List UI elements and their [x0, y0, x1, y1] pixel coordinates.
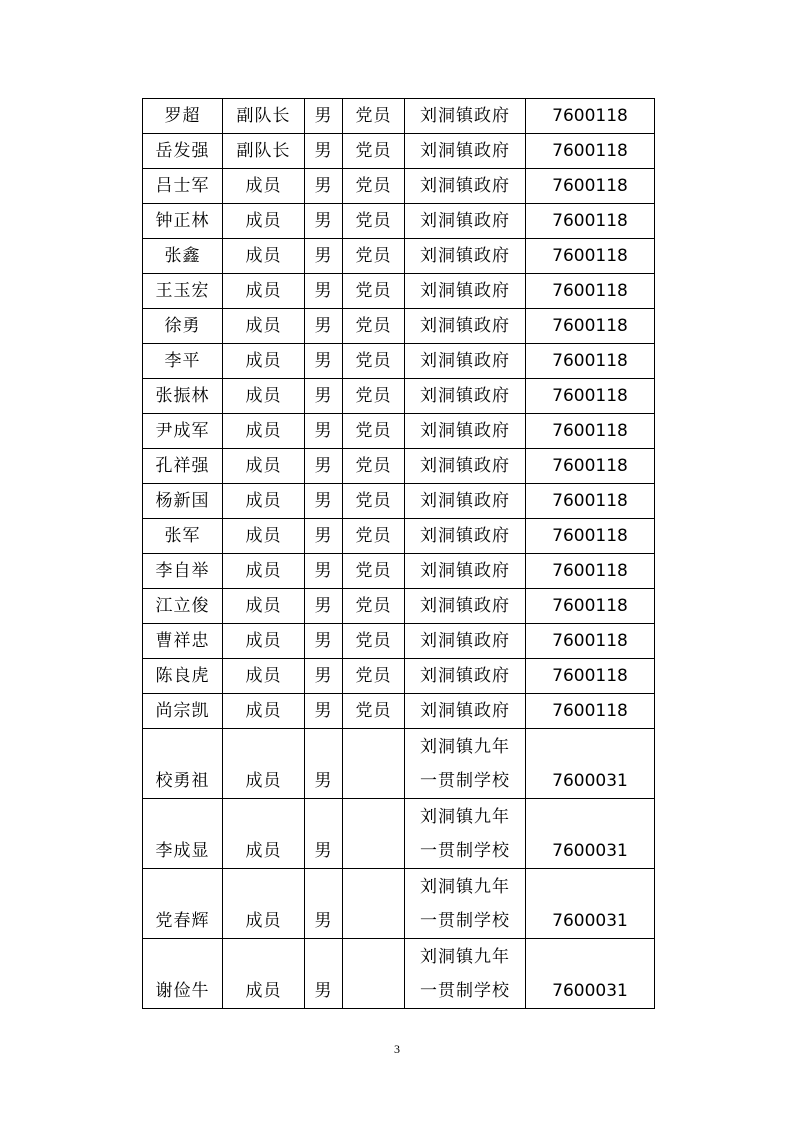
table-row — [143, 344, 655, 379]
name-cell: 李成显 — [143, 799, 223, 869]
role-cell: 成员 — [223, 624, 305, 659]
code-cell: 7600118 — [526, 624, 655, 659]
role-cell: 成员 — [223, 554, 305, 589]
unit-line: 刘洞镇政府 — [420, 631, 510, 651]
party-cell: 党员 — [343, 484, 405, 519]
code-cell: 7600118 — [526, 414, 655, 449]
gender-cell: 男 — [305, 204, 343, 239]
page-number: 3 — [394, 1042, 400, 1056]
role-cell: 副队长 — [223, 134, 305, 169]
table-row — [143, 729, 655, 799]
name-cell: 张振林 — [143, 379, 223, 414]
unit-line: 刘洞镇政府 — [420, 386, 510, 406]
role-cell: 成员 — [223, 309, 305, 344]
party-cell: 党员 — [343, 589, 405, 624]
unit-line: 刘洞镇政府 — [420, 561, 510, 581]
name-cell: 张军 — [143, 519, 223, 554]
code-cell: 7600118 — [526, 274, 655, 309]
name-cell: 江立俊 — [143, 589, 223, 624]
table-row — [143, 204, 655, 239]
code-cell: 7600031 — [526, 939, 655, 1009]
name-cell: 李自举 — [143, 554, 223, 589]
table-row — [143, 484, 655, 519]
unit-cell — [405, 869, 526, 939]
party-cell: 党员 — [343, 99, 405, 134]
unit-line: 刘洞镇政府 — [420, 596, 510, 616]
unit-line: 刘洞镇政府 — [420, 351, 510, 371]
table-row — [143, 379, 655, 414]
unit-cell — [405, 134, 526, 169]
table-body — [143, 99, 655, 1009]
party-cell: 党员 — [343, 554, 405, 589]
code-cell: 7600118 — [526, 239, 655, 274]
gender-cell: 男 — [305, 484, 343, 519]
name-cell: 尹成军 — [143, 414, 223, 449]
table-row — [143, 134, 655, 169]
code-cell: 7600118 — [526, 379, 655, 414]
table-row — [143, 869, 655, 939]
name-cell: 吕士军 — [143, 169, 223, 204]
unit-cell — [405, 554, 526, 589]
role-cell: 成员 — [223, 869, 305, 939]
party-cell: 党员 — [343, 414, 405, 449]
unit-cell — [405, 99, 526, 134]
code-cell: 7600031 — [526, 799, 655, 869]
party-cell: 党员 — [343, 134, 405, 169]
party-cell: 党员 — [343, 344, 405, 379]
code-cell: 7600118 — [526, 449, 655, 484]
code-cell: 7600118 — [526, 99, 655, 134]
unit-line: 刘洞镇政府 — [420, 246, 510, 266]
table-row — [143, 799, 655, 869]
unit-cell — [405, 939, 526, 1009]
code-cell: 7600118 — [526, 554, 655, 589]
role-cell: 成员 — [223, 659, 305, 694]
name-cell: 岳发强 — [143, 134, 223, 169]
table-row — [143, 239, 655, 274]
unit-line: 刘洞镇政府 — [420, 141, 510, 161]
table-row — [143, 519, 655, 554]
role-cell: 成员 — [223, 694, 305, 729]
table-row — [143, 694, 655, 729]
unit-line: 刘洞镇政府 — [420, 106, 510, 126]
unit-line: 刘洞镇政府 — [420, 526, 510, 546]
party-cell — [343, 799, 405, 869]
unit-cell — [405, 379, 526, 414]
unit-line: 刘洞镇九年 — [420, 807, 510, 827]
unit-line: 刘洞镇政府 — [420, 421, 510, 441]
unit-line: 一贯制学校 — [420, 771, 510, 791]
table-row — [143, 939, 655, 1009]
unit-line: 刘洞镇政府 — [420, 176, 510, 196]
unit-cell — [405, 344, 526, 379]
party-cell: 党员 — [343, 624, 405, 659]
code-cell: 7600118 — [526, 169, 655, 204]
unit-cell — [405, 204, 526, 239]
table-row — [143, 274, 655, 309]
table-row — [143, 589, 655, 624]
gender-cell: 男 — [305, 239, 343, 274]
unit-cell — [405, 169, 526, 204]
party-cell: 党员 — [343, 274, 405, 309]
role-cell: 成员 — [223, 379, 305, 414]
gender-cell: 男 — [305, 729, 343, 799]
party-cell: 党员 — [343, 169, 405, 204]
gender-cell: 男 — [305, 939, 343, 1009]
name-cell: 徐勇 — [143, 309, 223, 344]
table-row — [143, 449, 655, 484]
unit-line: 一贯制学校 — [420, 841, 510, 861]
name-cell: 李平 — [143, 344, 223, 379]
unit-line: 刘洞镇政府 — [420, 666, 510, 686]
table-row — [143, 659, 655, 694]
gender-cell: 男 — [305, 169, 343, 204]
table-row — [143, 624, 655, 659]
role-cell: 成员 — [223, 449, 305, 484]
name-cell: 罗超 — [143, 99, 223, 134]
name-cell: 张鑫 — [143, 239, 223, 274]
table-row — [143, 309, 655, 344]
table-row — [143, 169, 655, 204]
code-cell: 7600118 — [526, 694, 655, 729]
gender-cell: 男 — [305, 414, 343, 449]
unit-cell — [405, 309, 526, 344]
role-cell: 成员 — [223, 169, 305, 204]
role-cell: 成员 — [223, 274, 305, 309]
role-cell: 成员 — [223, 589, 305, 624]
party-cell: 党员 — [343, 449, 405, 484]
gender-cell: 男 — [305, 344, 343, 379]
name-cell: 陈良虎 — [143, 659, 223, 694]
party-cell: 党员 — [343, 379, 405, 414]
gender-cell: 男 — [305, 309, 343, 344]
unit-cell — [405, 589, 526, 624]
role-cell: 成员 — [223, 939, 305, 1009]
gender-cell: 男 — [305, 554, 343, 589]
party-cell — [343, 729, 405, 799]
party-cell — [343, 869, 405, 939]
gender-cell: 男 — [305, 99, 343, 134]
code-cell: 7600118 — [526, 519, 655, 554]
table-row — [143, 554, 655, 589]
name-cell: 校勇祖 — [143, 729, 223, 799]
code-cell: 7600118 — [526, 134, 655, 169]
name-cell: 尚宗凯 — [143, 694, 223, 729]
unit-line: 一贯制学校 — [420, 911, 510, 931]
unit-line: 刘洞镇政府 — [420, 211, 510, 231]
name-cell: 曹祥忠 — [143, 624, 223, 659]
gender-cell: 男 — [305, 519, 343, 554]
table-row — [143, 99, 655, 134]
gender-cell: 男 — [305, 589, 343, 624]
code-cell: 7600118 — [526, 204, 655, 239]
role-cell: 成员 — [223, 204, 305, 239]
role-cell: 成员 — [223, 519, 305, 554]
gender-cell: 男 — [305, 869, 343, 939]
code-cell: 7600031 — [526, 869, 655, 939]
unit-line: 刘洞镇政府 — [420, 701, 510, 721]
role-cell: 成员 — [223, 729, 305, 799]
unit-cell — [405, 414, 526, 449]
gender-cell: 男 — [305, 659, 343, 694]
unit-line: 刘洞镇九年 — [420, 947, 510, 967]
code-cell: 7600031 — [526, 729, 655, 799]
name-cell: 孔祥强 — [143, 449, 223, 484]
party-cell: 党员 — [343, 204, 405, 239]
unit-cell — [405, 274, 526, 309]
name-cell: 钟正林 — [143, 204, 223, 239]
unit-cell — [405, 519, 526, 554]
party-cell — [343, 939, 405, 1009]
unit-cell — [405, 799, 526, 869]
unit-cell — [405, 659, 526, 694]
gender-cell: 男 — [305, 134, 343, 169]
gender-cell: 男 — [305, 799, 343, 869]
code-cell: 7600118 — [526, 659, 655, 694]
code-cell: 7600118 — [526, 589, 655, 624]
code-cell: 7600118 — [526, 484, 655, 519]
role-cell: 成员 — [223, 414, 305, 449]
unit-line: 一贯制学校 — [420, 981, 510, 1001]
party-cell: 党员 — [343, 239, 405, 274]
party-cell: 党员 — [343, 659, 405, 694]
party-cell: 党员 — [343, 694, 405, 729]
role-cell: 成员 — [223, 484, 305, 519]
role-cell: 成员 — [223, 344, 305, 379]
table-row — [143, 414, 655, 449]
unit-line: 刘洞镇政府 — [420, 491, 510, 511]
unit-cell — [405, 694, 526, 729]
code-cell: 7600118 — [526, 309, 655, 344]
unit-cell — [405, 624, 526, 659]
name-cell: 党春辉 — [143, 869, 223, 939]
unit-cell — [405, 729, 526, 799]
unit-line: 刘洞镇政府 — [420, 456, 510, 476]
role-cell: 成员 — [223, 799, 305, 869]
member-table — [142, 98, 655, 1009]
role-cell: 成员 — [223, 239, 305, 274]
gender-cell: 男 — [305, 624, 343, 659]
unit-line: 刘洞镇九年 — [420, 737, 510, 757]
gender-cell: 男 — [305, 274, 343, 309]
code-cell: 7600118 — [526, 344, 655, 379]
role-cell: 副队长 — [223, 99, 305, 134]
unit-cell — [405, 239, 526, 274]
unit-cell — [405, 449, 526, 484]
gender-cell: 男 — [305, 379, 343, 414]
name-cell: 谢俭牛 — [143, 939, 223, 1009]
name-cell: 王玉宏 — [143, 274, 223, 309]
unit-line: 刘洞镇九年 — [420, 877, 510, 897]
name-cell: 杨新国 — [143, 484, 223, 519]
unit-line: 刘洞镇政府 — [420, 316, 510, 336]
gender-cell: 男 — [305, 449, 343, 484]
unit-line: 刘洞镇政府 — [420, 281, 510, 301]
party-cell: 党员 — [343, 309, 405, 344]
unit-cell — [405, 484, 526, 519]
gender-cell: 男 — [305, 694, 343, 729]
party-cell: 党员 — [343, 519, 405, 554]
